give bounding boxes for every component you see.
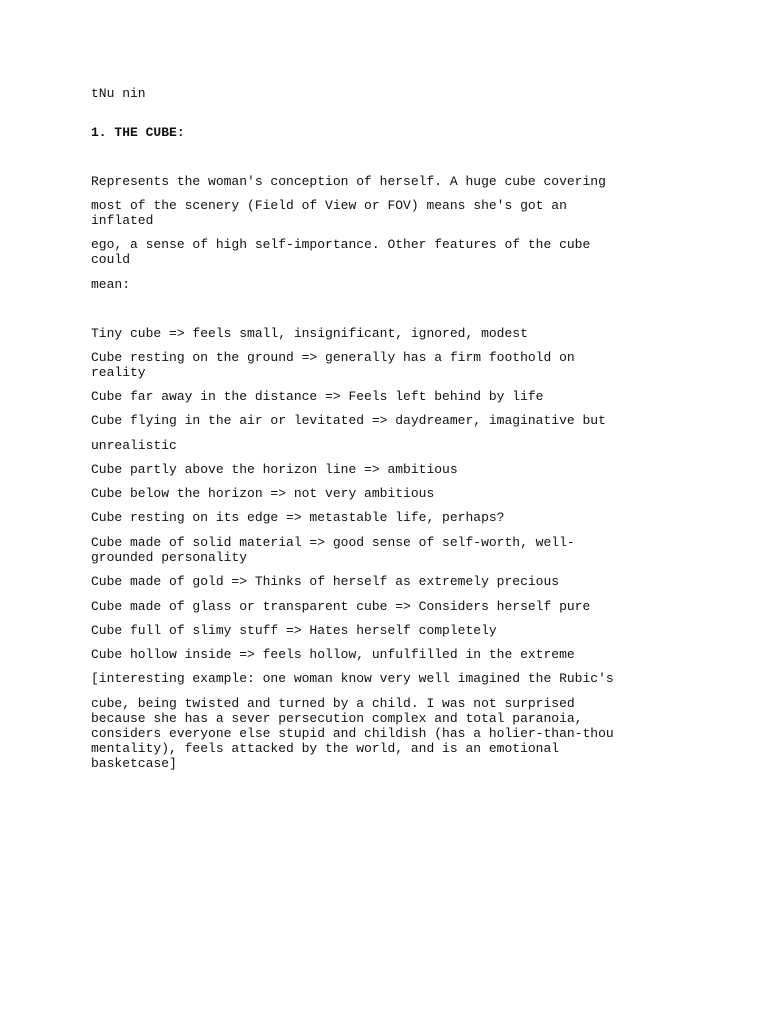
paragraph-line: ego, a sense of high self-importance. Other features of the cube [91,237,591,252]
list-item: Cube made of glass or transparent cube => Considers herself pure [91,599,591,614]
section-title: THE CUBE: [114,125,185,140]
example-line: cube, being twisted and turned by a child. I was not surprised [91,696,575,711]
list-item-continuation: unrealistic [91,438,177,453]
section-number: 1. [91,125,107,140]
section-heading [91,125,185,140]
paragraph-line: could [91,252,131,267]
paragraph-line: most of the scenery (Field of View or FOV) means she's got an [91,198,567,213]
list-item: Cube flying in the air or levitated => daydreamer, imaginative but [91,413,606,428]
list-item: Cube full of slimy stuff => Hates herself completely [91,623,497,638]
paragraph-line: Represents the woman's conception of herself. A huge cube covering [91,174,606,189]
list-item: Cube far away in the distance => Feels left behind by life [91,389,544,404]
list-item: Tiny cube => feels small, insignificant, ignored, modest [91,326,528,341]
list-item-continuation: grounded personality [91,550,248,565]
list-item-continuation: reality [91,365,146,380]
page-header: tNu nin [91,86,146,101]
list-item: Cube resting on its edge => metastable life, perhaps? [91,510,505,525]
example-line: considers everyone else stupid and childish (has a holier-than-thou [91,726,614,741]
list-item: Cube partly above the horizon line => ambitious [91,462,458,477]
list-item: Cube made of gold => Thinks of herself as extremely precious [91,574,560,589]
paragraph-line: mean: [91,277,131,292]
list-item: Cube below the horizon => not very ambitious [91,486,435,501]
list-item: Cube made of solid material => good sense of self-worth, well- [91,535,575,550]
list-item: Cube hollow inside => feels hollow, unfulfilled in the extreme [91,647,575,662]
example-line: mentality), feels attacked by the world, and is an emotional [91,741,560,756]
paragraph-line: inflated [91,213,154,228]
list-item: Cube resting on the ground => generally has a firm foothold on [91,350,575,365]
example-line: [interesting example: one woman know very well imagined the Rubic's [91,671,614,686]
example-line: basketcase] [91,756,177,771]
example-line: because she has a sever persecution complex and total paranoia, [91,711,583,726]
